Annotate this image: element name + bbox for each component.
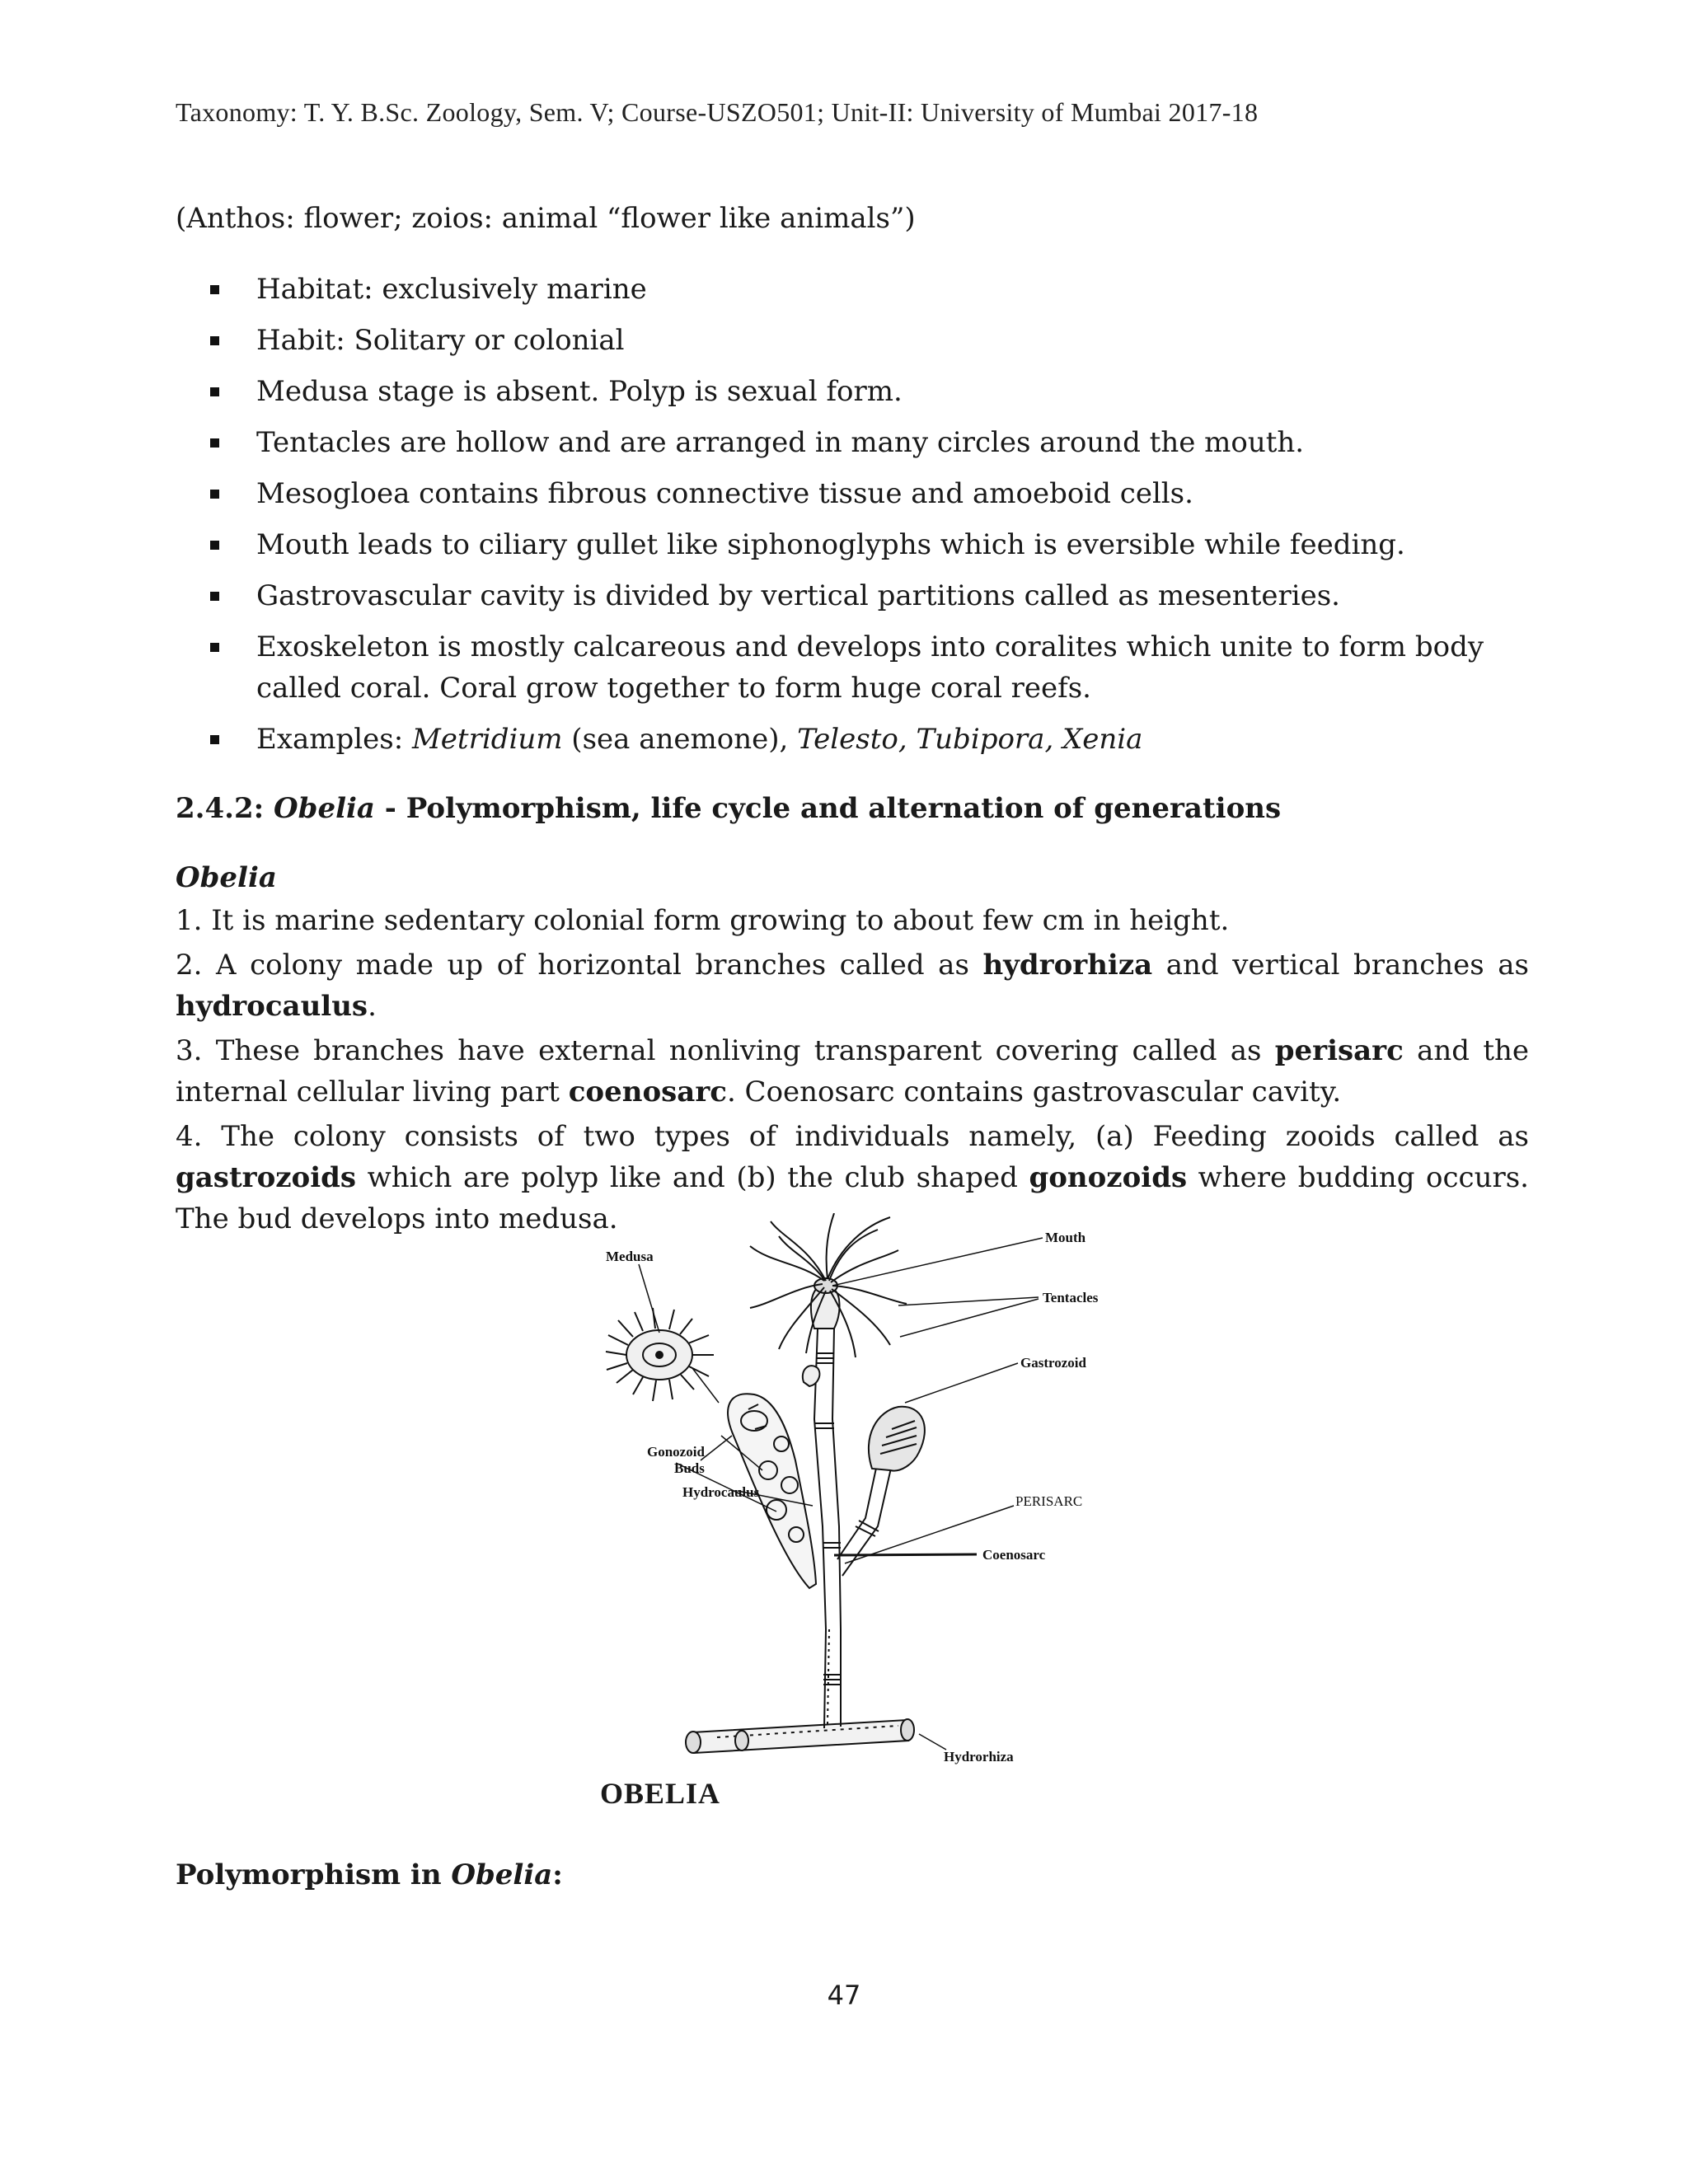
square-bullet-icon	[210, 285, 219, 294]
list-item: Exoskeleton is mostly calcareous and develops into coralites which unite to form body called coral. Coral grow together to form huge coral reefs.	[176, 626, 1529, 709]
obelia-diagram	[593, 1213, 1121, 1823]
medusa-shape	[606, 1308, 714, 1401]
square-bullet-icon	[210, 490, 219, 499]
running-header: Taxonomy: T. Y. B.Sc. Zoology, Sem. V; Course-USZO501; Unit-II: University of Mumbai 2017-18	[176, 97, 1259, 127]
page-number: 47	[827, 1980, 861, 2011]
figure-caption: OBELIA	[600, 1777, 721, 1810]
label-medusa: Medusa	[606, 1249, 654, 1264]
intro-text: (Anthos: flower; zoios: animal “flower like animals”)	[176, 202, 916, 235]
label-buds: Buds	[674, 1460, 705, 1476]
label-gonozoid: Gonozoid	[647, 1444, 705, 1460]
hydrorhiza-shape	[686, 1719, 914, 1753]
label-hydrorhiza: Hydrorhiza	[944, 1749, 1014, 1765]
square-bullet-icon	[210, 735, 219, 744]
example-metridium: Metridium	[411, 723, 563, 756]
list-item: Habitat: exclusively marine	[176, 269, 1529, 310]
page-content	[176, 198, 1529, 1240]
list-item: Medusa stage is absent. Polyp is sexual form.	[176, 371, 1529, 412]
list-item: Habit: Solitary or colonial	[176, 320, 1529, 361]
square-bullet-icon	[210, 387, 219, 396]
list-item: Gastrovascular cavity is divided by vertical partitions called as mesenteries.	[176, 575, 1529, 616]
label-hydrocaulus: Hydrocaulus	[682, 1484, 760, 1500]
label-mouth: Mouth	[1045, 1230, 1086, 1245]
label-tentacles: Tentacles	[1043, 1290, 1099, 1305]
paragraph-1: 1. It is marine sedentary colonial form growing to about few cm in height.	[176, 904, 1230, 937]
characteristics-list	[176, 269, 1529, 760]
gastrozoid-head-shape	[750, 1213, 907, 1357]
paragraph-3: 3. These branches have external nonliving transparent covering called as perisarc and the internal cellular living part coenosarc. Coenosarc contains gastrovascular cavity.	[176, 1034, 1529, 1108]
square-bullet-icon	[210, 592, 219, 601]
square-bullet-icon	[210, 643, 219, 652]
square-bullet-icon	[210, 336, 219, 345]
square-bullet-icon	[210, 541, 219, 550]
list-item-examples: Examples: Metridium (sea anemone), Telesto, Tubipora, Xenia	[176, 719, 1529, 760]
list-item: Tentacles are hollow and are arranged in many circles around the mouth.	[176, 422, 1529, 463]
paragraph-2: 2. A colony made up of horizontal branches called as hydrorhiza and vertical branches as hydrocaulus.	[176, 949, 1529, 1023]
label-coenosarc: Coenosarc	[982, 1547, 1046, 1563]
list-item: Mouth leads to ciliary gullet like siphonoglyphs which is eversible while feeding.	[176, 524, 1529, 565]
example-others: Telesto, Tubipora, Xenia	[797, 723, 1143, 756]
label-perisarc: PERISARC	[1015, 1493, 1083, 1509]
square-bullet-icon	[210, 438, 219, 448]
section-heading: 2.4.2: Obelia - Polymorphism, life cycle and alternation of generations	[176, 792, 1282, 825]
obelia-illustration	[593, 1213, 1121, 1790]
obelia-subheading: Obelia	[176, 861, 277, 894]
polymorphism-heading: Polymorphism in Obelia:	[176, 1858, 563, 1891]
label-gastrozoid: Gastrozoid	[1020, 1355, 1086, 1371]
list-item: Mesogloea contains fibrous connective tissue and amoeboid cells.	[176, 473, 1529, 514]
paragraph-4: 4. The colony consists of two types of individuals namely, (a) Feeding zooids called as gastrozoids which are polyp like and (b) the club shaped gonozoids where budding occurs. The bud develops into medusa.	[176, 1120, 1529, 1235]
hydrocaulus-shape	[814, 1329, 842, 1728]
